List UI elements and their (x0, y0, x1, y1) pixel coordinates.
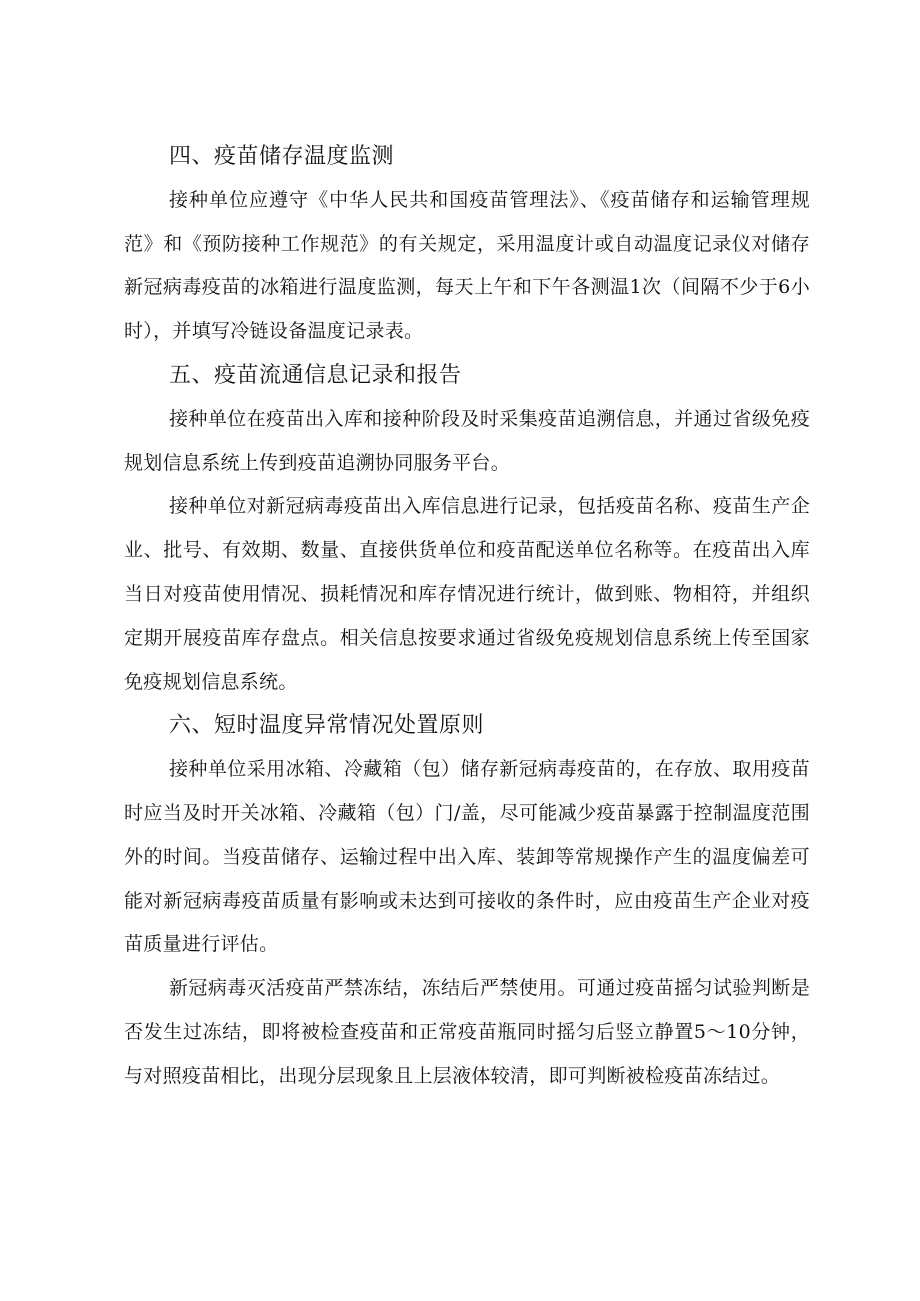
paragraph-cold-chain-handling: 接种单位采用冰箱、冷藏箱（包）储存新冠病毒疫苗的，在存放、取用疫苗时应当及时开关冰箱、冷藏箱（包）门/盖，尽可能减少疫苗暴露于控制温度范围外的时间。当疫苗储存、运输过程中出入库、装卸等常规操作产生的温度偏差可能对新冠病毒疫苗质量有影响或未达到可接收的条件时，应由疫苗生产企业对疫苗质量进行评估。 (124, 758, 810, 956)
paragraph-inventory-records: 接种单位对新冠病毒疫苗出入库信息进行记录，包括疫苗名称、疫苗生产企业、批号、有效期、数量、直接供货单位和疫苗配送单位名称等。在疫苗出入库当日对疫苗使用情况、损耗情况和库存情况进行统计，做到账、物相符，并组织定期开展疫苗库存盘点。相关信息按要求通过省级免疫规划信息系统上传至国家免疫规划信息系统。 (124, 495, 810, 693)
section-heading-temperature-anomaly: 六、短时温度异常情况处置原则 (169, 713, 485, 739)
paragraph-freeze-check: 新冠病毒灭活疫苗严禁冻结，冻结后严禁使用。可通过疫苗摇匀试验判断是否发生过冻结，即将被检查疫苗和正常疫苗瓶同时摇匀后竖立静置5～10分钟，与对照疫苗相比，出现分层现象且上层液体较清，即可判断被检疫苗冻结过。 (124, 977, 810, 1087)
section-heading-circulation-records: 五、疫苗流通信息记录和报告 (169, 362, 462, 388)
paragraph-traceability-upload: 接种单位在疫苗出入库和接种阶段及时采集疫苗追溯信息，并通过省级免疫规划信息系统上传到疫苗追溯协同服务平台。 (124, 407, 810, 474)
paragraph-storage-temperature: 接种单位应遵守《中华人民共和国疫苗管理法》、《疫苗储存和运输管理规范》和《预防接种工作规范》的有关规定，采用温度计或自动温度记录仪对储存新冠病毒疫苗的冰箱进行温度监测，每天上午和下午各测温1次（间隔不少于6小时），并填写冷链设备温度记录表。 (124, 188, 810, 343)
document-body (124, 135, 810, 1099)
section-heading-storage-temperature: 四、疫苗储存温度监测 (169, 144, 395, 169)
